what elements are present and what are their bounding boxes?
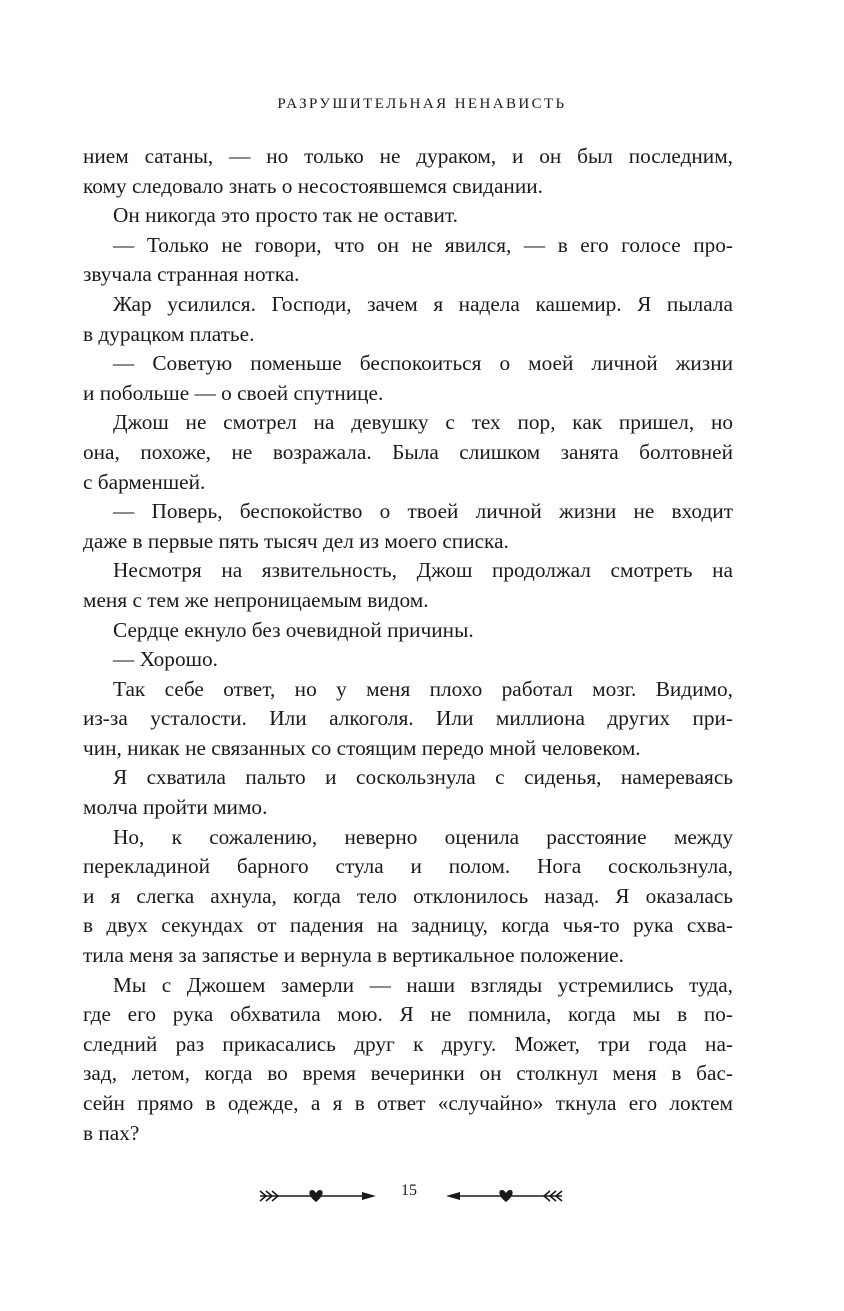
text-line: где его рука обхватила мою. Я не помнила, когда мы в по- bbox=[83, 1002, 733, 1027]
text-line: — Только не говори, что он не явился, — в его голосе про- bbox=[113, 232, 733, 257]
running-head: РАЗРУШИТЕЛЬНАЯ НЕНАВИСТЬ bbox=[277, 96, 567, 112]
text-line: Несмотря на язвительность, Джош продолжал смотреть на bbox=[113, 558, 733, 583]
text-line: из-за усталости. Или алкоголя. Или миллиона других при- bbox=[83, 706, 733, 731]
text-line: Он никогда это просто так не оставит. bbox=[113, 203, 458, 228]
text-line: Сердце екнуло без очевидной причины. bbox=[113, 617, 474, 642]
text-line: Мы с Джошем замерли — наши взгляды устремились туда, bbox=[113, 972, 733, 997]
arrow-heart-ornament-left-icon bbox=[258, 1185, 386, 1207]
text-line: в дурацком платье. bbox=[83, 321, 255, 346]
text-line: — Советую поменьше беспокоиться о моей личной жизни bbox=[113, 351, 733, 376]
text-line: тила меня за запястье и вернула в вертикальное положение. bbox=[83, 943, 624, 968]
text-line: и я слегка ахнула, когда тело отклонилось назад. Я оказалась bbox=[83, 883, 733, 908]
text-line: и побольше — о своей спутнице. bbox=[83, 380, 384, 405]
text-line: молча пройти мимо. bbox=[83, 795, 268, 820]
text-line: звучала странная нотка. bbox=[83, 262, 300, 287]
text-line: перекладиной барного стула и полом. Нога соскользнула, bbox=[83, 854, 733, 879]
text-line: Я схватила пальто и соскользнула с сиденья, намереваясь bbox=[113, 765, 733, 790]
text-line: Так себе ответ, но у меня плохо работал мозг. Видимо, bbox=[113, 676, 733, 701]
text-line: Но, к сожалению, неверно оценила расстояние между bbox=[113, 824, 733, 849]
text-line: Джош не смотрел на девушку с тех пор, как пришел, но bbox=[113, 410, 733, 435]
page-number: 15 bbox=[401, 1182, 417, 1199]
text-line: даже в первые пять тысяч дел из моего списка. bbox=[83, 528, 509, 553]
text-line: она, похоже, не возражала. Была слишком занята болтовней bbox=[83, 439, 733, 464]
text-line: в пах? bbox=[83, 1120, 140, 1145]
text-line: зад, летом, когда во время вечеринки он столкнул меня в бас- bbox=[83, 1061, 733, 1086]
text-line: в двух секундах от падения на задницу, когда чья-то рука схва- bbox=[83, 913, 733, 938]
text-line: следний раз прикасались друг к другу. Может, три года на- bbox=[83, 1031, 733, 1056]
text-line: сейн прямо в одежде, а я в ответ «случайно» ткнула его локтем bbox=[83, 1091, 733, 1115]
text-line: — Поверь, беспокойство о твоей личной жизни не входит bbox=[113, 499, 733, 524]
page-footer bbox=[0, 1182, 844, 1212]
arrow-heart-ornament-right-icon bbox=[436, 1185, 564, 1207]
text-line: меня с тем же непроницаемым видом. bbox=[83, 587, 429, 612]
text-line: Жар усилился. Господи, зачем я надела кашемир. Я пылала bbox=[113, 291, 733, 316]
text-line: чин, никак не связанных со стоящим передо мной человеком. bbox=[83, 735, 641, 760]
text-line: кому следовало знать о несостоявшемся свидании. bbox=[83, 173, 543, 198]
text-line: — Хорошо. bbox=[113, 647, 218, 672]
text-line: нием сатаны, — но только не дураком, и он был последним, bbox=[83, 144, 733, 168]
text-line: с барменшей. bbox=[83, 469, 206, 494]
body-text bbox=[83, 142, 733, 1148]
